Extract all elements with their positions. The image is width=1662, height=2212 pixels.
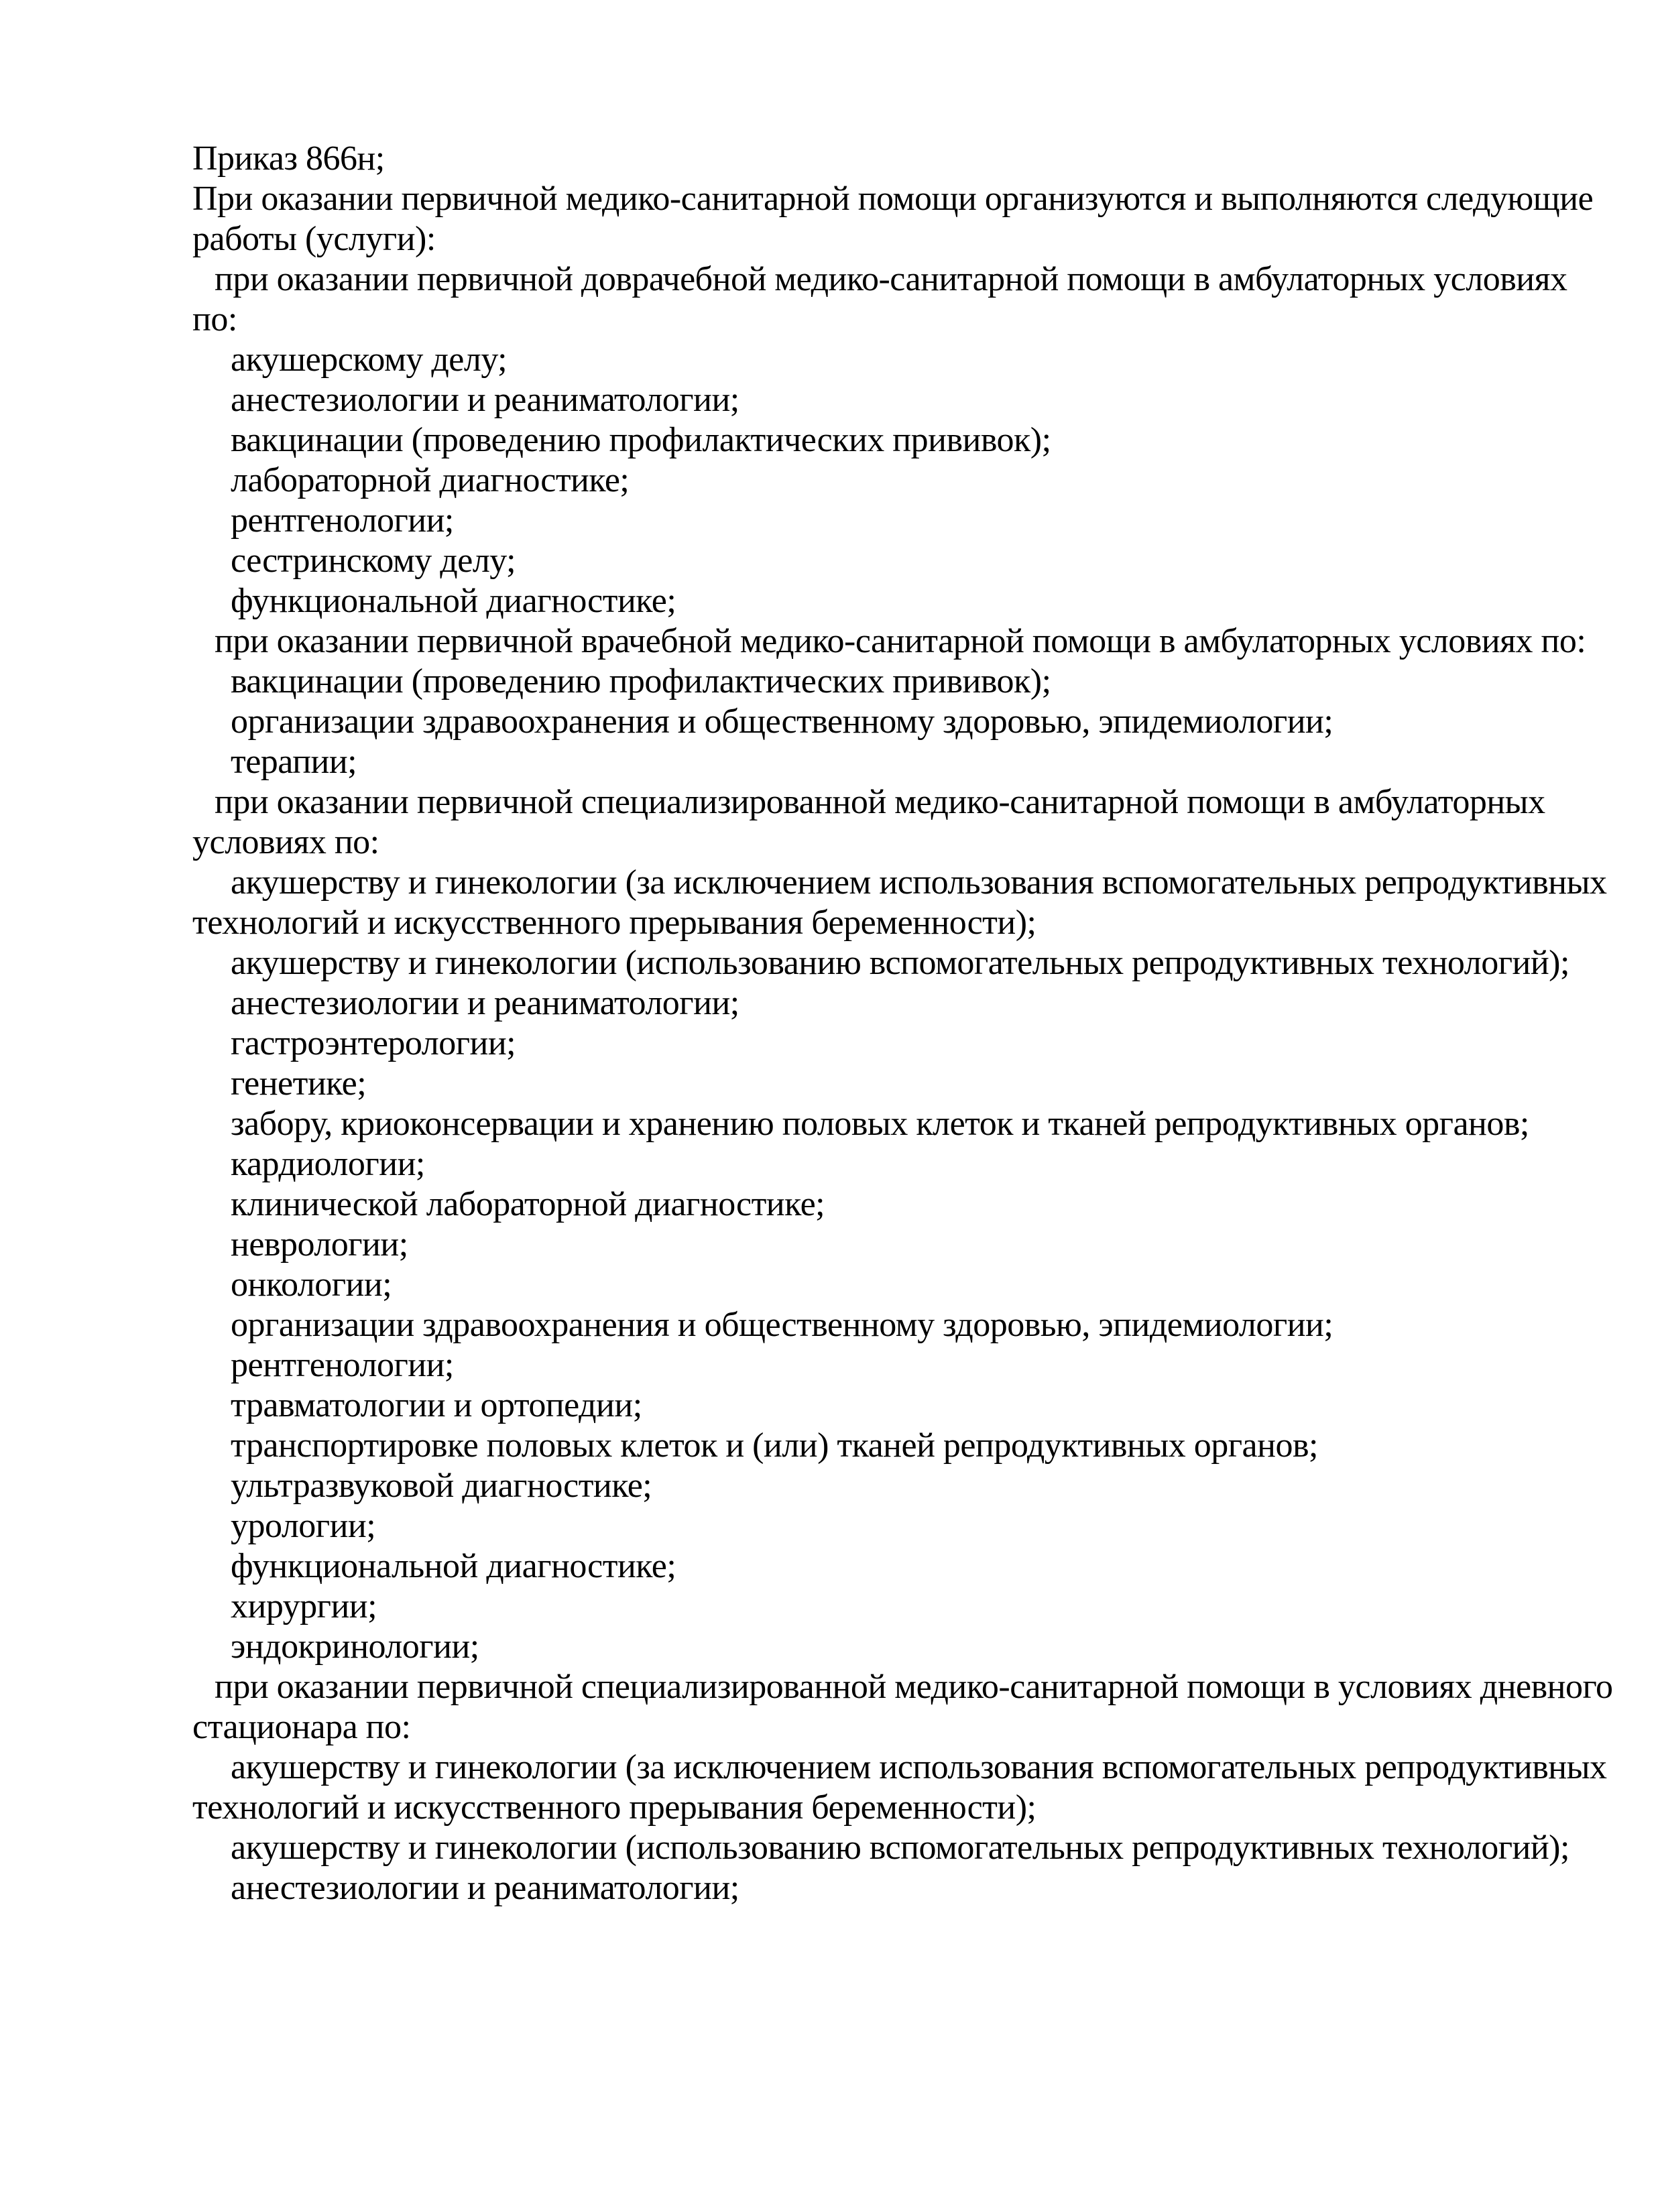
document-line: гастроэнтерологии; [231,1024,516,1062]
document-line: неврологии; [231,1225,408,1264]
document-line: при оказании первичной врачебной медико-санитарной помощи в амбулаторных условиях по: [215,622,1586,660]
document-line: клинической лабораторной диагностике; [231,1185,825,1223]
document-line: функциональной диагностике; [231,1547,676,1585]
document-line: При оказании первичной медико-санитарной помощи организуются и выполняются следующие [192,180,1594,218]
document-line: анестезиологии и реаниматологии; [231,984,739,1022]
document-line: технологий и искусственного прерывания беременности); [192,1788,1036,1827]
document-line: стационара по: [192,1708,411,1746]
document-line: акушерству и гинекологии (за исключением использования вспомогательных репродуктивных [231,1748,1607,1786]
document-line: рентгенологии; [231,501,454,540]
document-line: вакцинации (проведению профилактических прививок); [231,662,1051,700]
document-line: транспортировке половых клеток и (или) тканей репродуктивных органов; [231,1426,1318,1465]
document-line: кардиологии; [231,1145,425,1183]
document-line: акушерству и гинекологии (использованию вспомогательных репродуктивных технологий); [231,1829,1569,1867]
document-line: Приказ 866н; [192,139,385,178]
document-line: забору, криоконсервации и хранению половых клеток и тканей репродуктивных органов; [231,1105,1529,1143]
document-line: травматологии и ортопедии; [231,1386,642,1424]
document-line: акушерскому делу; [231,341,508,379]
document-line: генетике; [231,1064,367,1103]
document-line: организации здравоохранения и общественному здоровью, эпидемиологии; [231,702,1333,741]
document-line: работы (услуги): [192,220,436,258]
document-line: вакцинации (проведению профилактических прививок); [231,421,1051,459]
document-line: акушерству и гинекологии (использованию вспомогательных репродуктивных технологий); [231,944,1569,982]
document-line: при оказании первичной специализированной медико-санитарной помощи в условиях дневного [215,1668,1613,1706]
document-line: при оказании первичной доврачебной медико-санитарной помощи в амбулаторных условиях [215,260,1567,298]
document-line: анестезиологии и реаниматологии; [231,381,739,419]
document-line: эндокринологии; [231,1627,479,1666]
document-line: лабораторной диагностике; [231,461,630,499]
document-line: сестринскому делу; [231,542,516,580]
document-line: онкологии; [231,1266,392,1304]
document-line: условиях по: [192,823,379,861]
document-line: анестезиологии и реаниматологии; [231,1869,739,1907]
document-line: акушерству и гинекологии (за исключением использования вспомогательных репродуктивных [231,863,1607,902]
document-line: по: [192,300,237,339]
document-line: организации здравоохранения и общественному здоровью, эпидемиологии; [231,1306,1333,1344]
document-line: рентгенологии; [231,1346,454,1384]
document-line: технологий и искусственного прерывания беременности); [192,904,1036,942]
document-line: ультразвуковой диагностике; [231,1467,652,1505]
document-line: терапии; [231,743,357,781]
document-line: при оказании первичной специализированной медико-санитарной помощи в амбулаторных [215,783,1545,821]
document-line: урологии; [231,1507,376,1545]
document-text-block [192,139,1613,1908]
document-line: функциональной диагностике; [231,582,676,620]
document-line: хирургии; [231,1587,377,1625]
